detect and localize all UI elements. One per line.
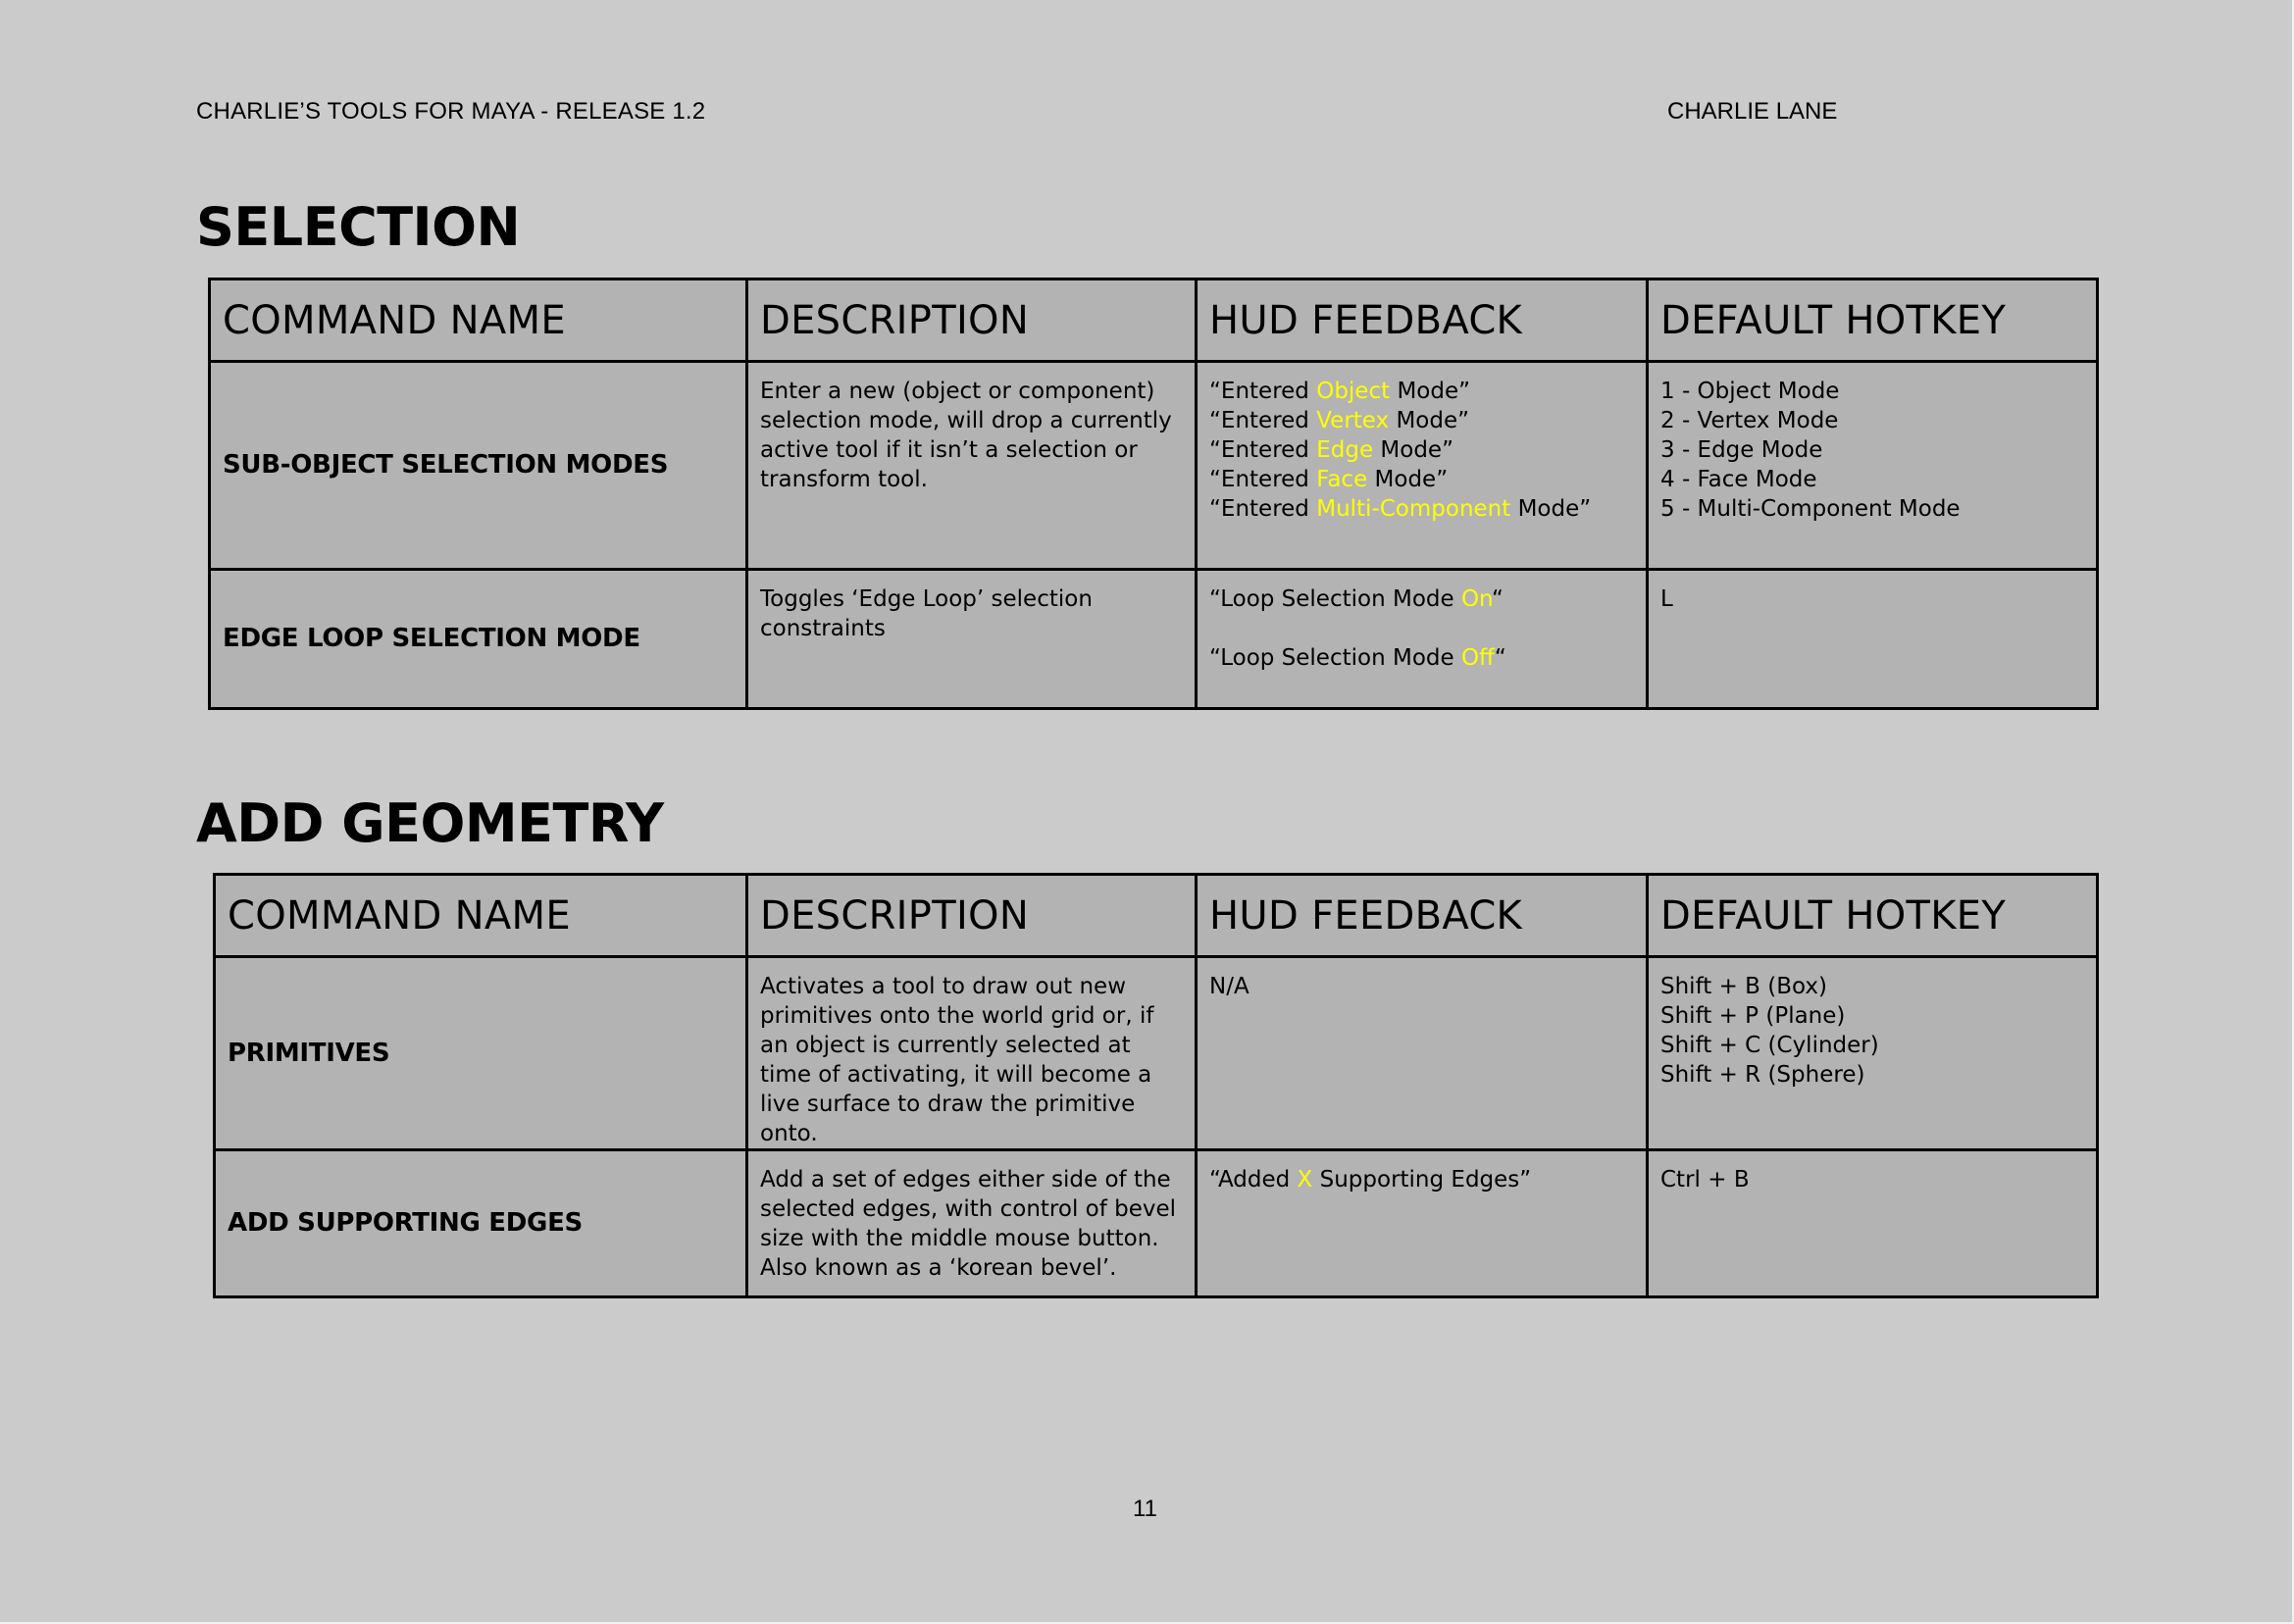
table-row [210, 570, 2098, 709]
description-cell: Enter a new (object or component) selection mode, will drop a currently active tool if it isn’t a selection or transform tool. [747, 362, 1197, 570]
column-header-default-hotkey: DEFAULT HOTKEY [1648, 279, 2098, 362]
hud-line: “Loop Selection Mode On“ [1209, 586, 1504, 612]
column-header-description: DESCRIPTION [747, 279, 1197, 362]
hud-line: “Entered Edge Mode” [1209, 437, 1454, 463]
hotkey-line: L [1660, 586, 1673, 612]
hotkey-cell [1648, 1150, 2098, 1297]
hud-feedback-cell [1197, 570, 1648, 709]
description-cell: Toggles ‘Edge Loop’ selection constraints [747, 570, 1197, 709]
command-name-cell [215, 957, 747, 1150]
table-header-row [215, 875, 2098, 957]
hotkey-line: Ctrl + B [1660, 1167, 1750, 1193]
header-document-title: CHARLIE’S TOOLS FOR MAYA - RELEASE 1.2 [196, 98, 706, 125]
column-header-command-name: COMMAND NAME [215, 875, 747, 957]
hotkey-line: 3 - Edge Mode [1660, 437, 1823, 463]
page-number: 11 [1133, 1496, 1157, 1522]
command-name-cell [215, 1150, 747, 1297]
hud-line: N/A [1209, 974, 1249, 999]
hud-line: “Loop Selection Mode Off“ [1209, 645, 1506, 671]
hud-line: “Entered Face Mode” [1209, 467, 1449, 492]
section-title-add-geometry: ADD GEOMETRY [196, 792, 664, 854]
hotkey-line: 2 - Vertex Mode [1660, 408, 1839, 433]
add-geometry-table [213, 873, 2099, 1298]
column-header-hud-feedback: HUD FEEDBACK [1197, 279, 1648, 362]
hotkey-line: 5 - Multi-Component Mode [1660, 496, 1961, 522]
command-name: ADD SUPPORTING EDGES [228, 1208, 583, 1238]
hud-highlight: Edge [1316, 437, 1374, 463]
description-cell: Activates a tool to draw out new primitives onto the world grid or, if an object is currently selected at time of activating, it will become a live surface to draw the primitive onto. [747, 957, 1197, 1150]
command-name: EDGE LOOP SELECTION MODE [223, 624, 640, 653]
hud-feedback-cell [1197, 362, 1648, 570]
table-header-row [210, 279, 2098, 362]
hud-highlight: Object [1316, 379, 1391, 404]
selection-table [208, 278, 2099, 710]
column-header-command-name: COMMAND NAME [210, 279, 747, 362]
hud-highlight: Off [1460, 645, 1495, 671]
hotkey-line: 1 - Object Mode [1660, 379, 1840, 404]
column-header-description: DESCRIPTION [747, 875, 1197, 957]
table-row [215, 1150, 2098, 1297]
hotkey-cell [1648, 957, 2098, 1150]
command-name-cell [210, 570, 747, 709]
description-cell: Add a set of edges either side of the selected edges, with control of bevel size with the middle mouse button. Also known as a ‘korean bevel’. [747, 1150, 1197, 1297]
table-row [210, 362, 2098, 570]
hotkey-line: Shift + P (Plane) [1660, 1003, 1846, 1029]
hud-feedback-cell [1197, 957, 1648, 1150]
hud-highlight: Vertex [1316, 408, 1390, 433]
hud-highlight: X [1297, 1167, 1313, 1193]
hotkey-line: Shift + C (Cylinder) [1660, 1033, 1879, 1058]
hud-line: “Entered Vertex Mode” [1209, 408, 1470, 433]
hotkey-line: 4 - Face Mode [1660, 467, 1817, 492]
column-header-hud-feedback: HUD FEEDBACK [1197, 875, 1648, 957]
hotkey-cell [1648, 362, 2098, 570]
hud-feedback-cell [1197, 1150, 1648, 1297]
hud-line: “Entered Object Mode” [1209, 379, 1471, 404]
section-title-selection: SELECTION [196, 196, 521, 258]
table-row [215, 957, 2098, 1150]
command-name: PRIMITIVES [228, 1038, 390, 1068]
hud-line: “Entered Multi-Component Mode” [1209, 496, 1592, 522]
hotkey-cell [1648, 570, 2098, 709]
hotkey-line: Shift + B (Box) [1660, 974, 1827, 999]
command-name-cell [210, 362, 747, 570]
hud-highlight: Face [1316, 467, 1368, 492]
header-author: CHARLIE LANE [1667, 98, 1838, 125]
hud-highlight: On [1460, 586, 1492, 612]
hud-line: “Added X Supporting Edges” [1209, 1167, 1532, 1193]
command-name: SUB-OBJECT SELECTION MODES [223, 450, 669, 480]
hotkey-line: Shift + R (Sphere) [1660, 1062, 1865, 1088]
hud-highlight: Multi-Component [1316, 496, 1511, 522]
column-header-default-hotkey: DEFAULT HOTKEY [1648, 875, 2098, 957]
